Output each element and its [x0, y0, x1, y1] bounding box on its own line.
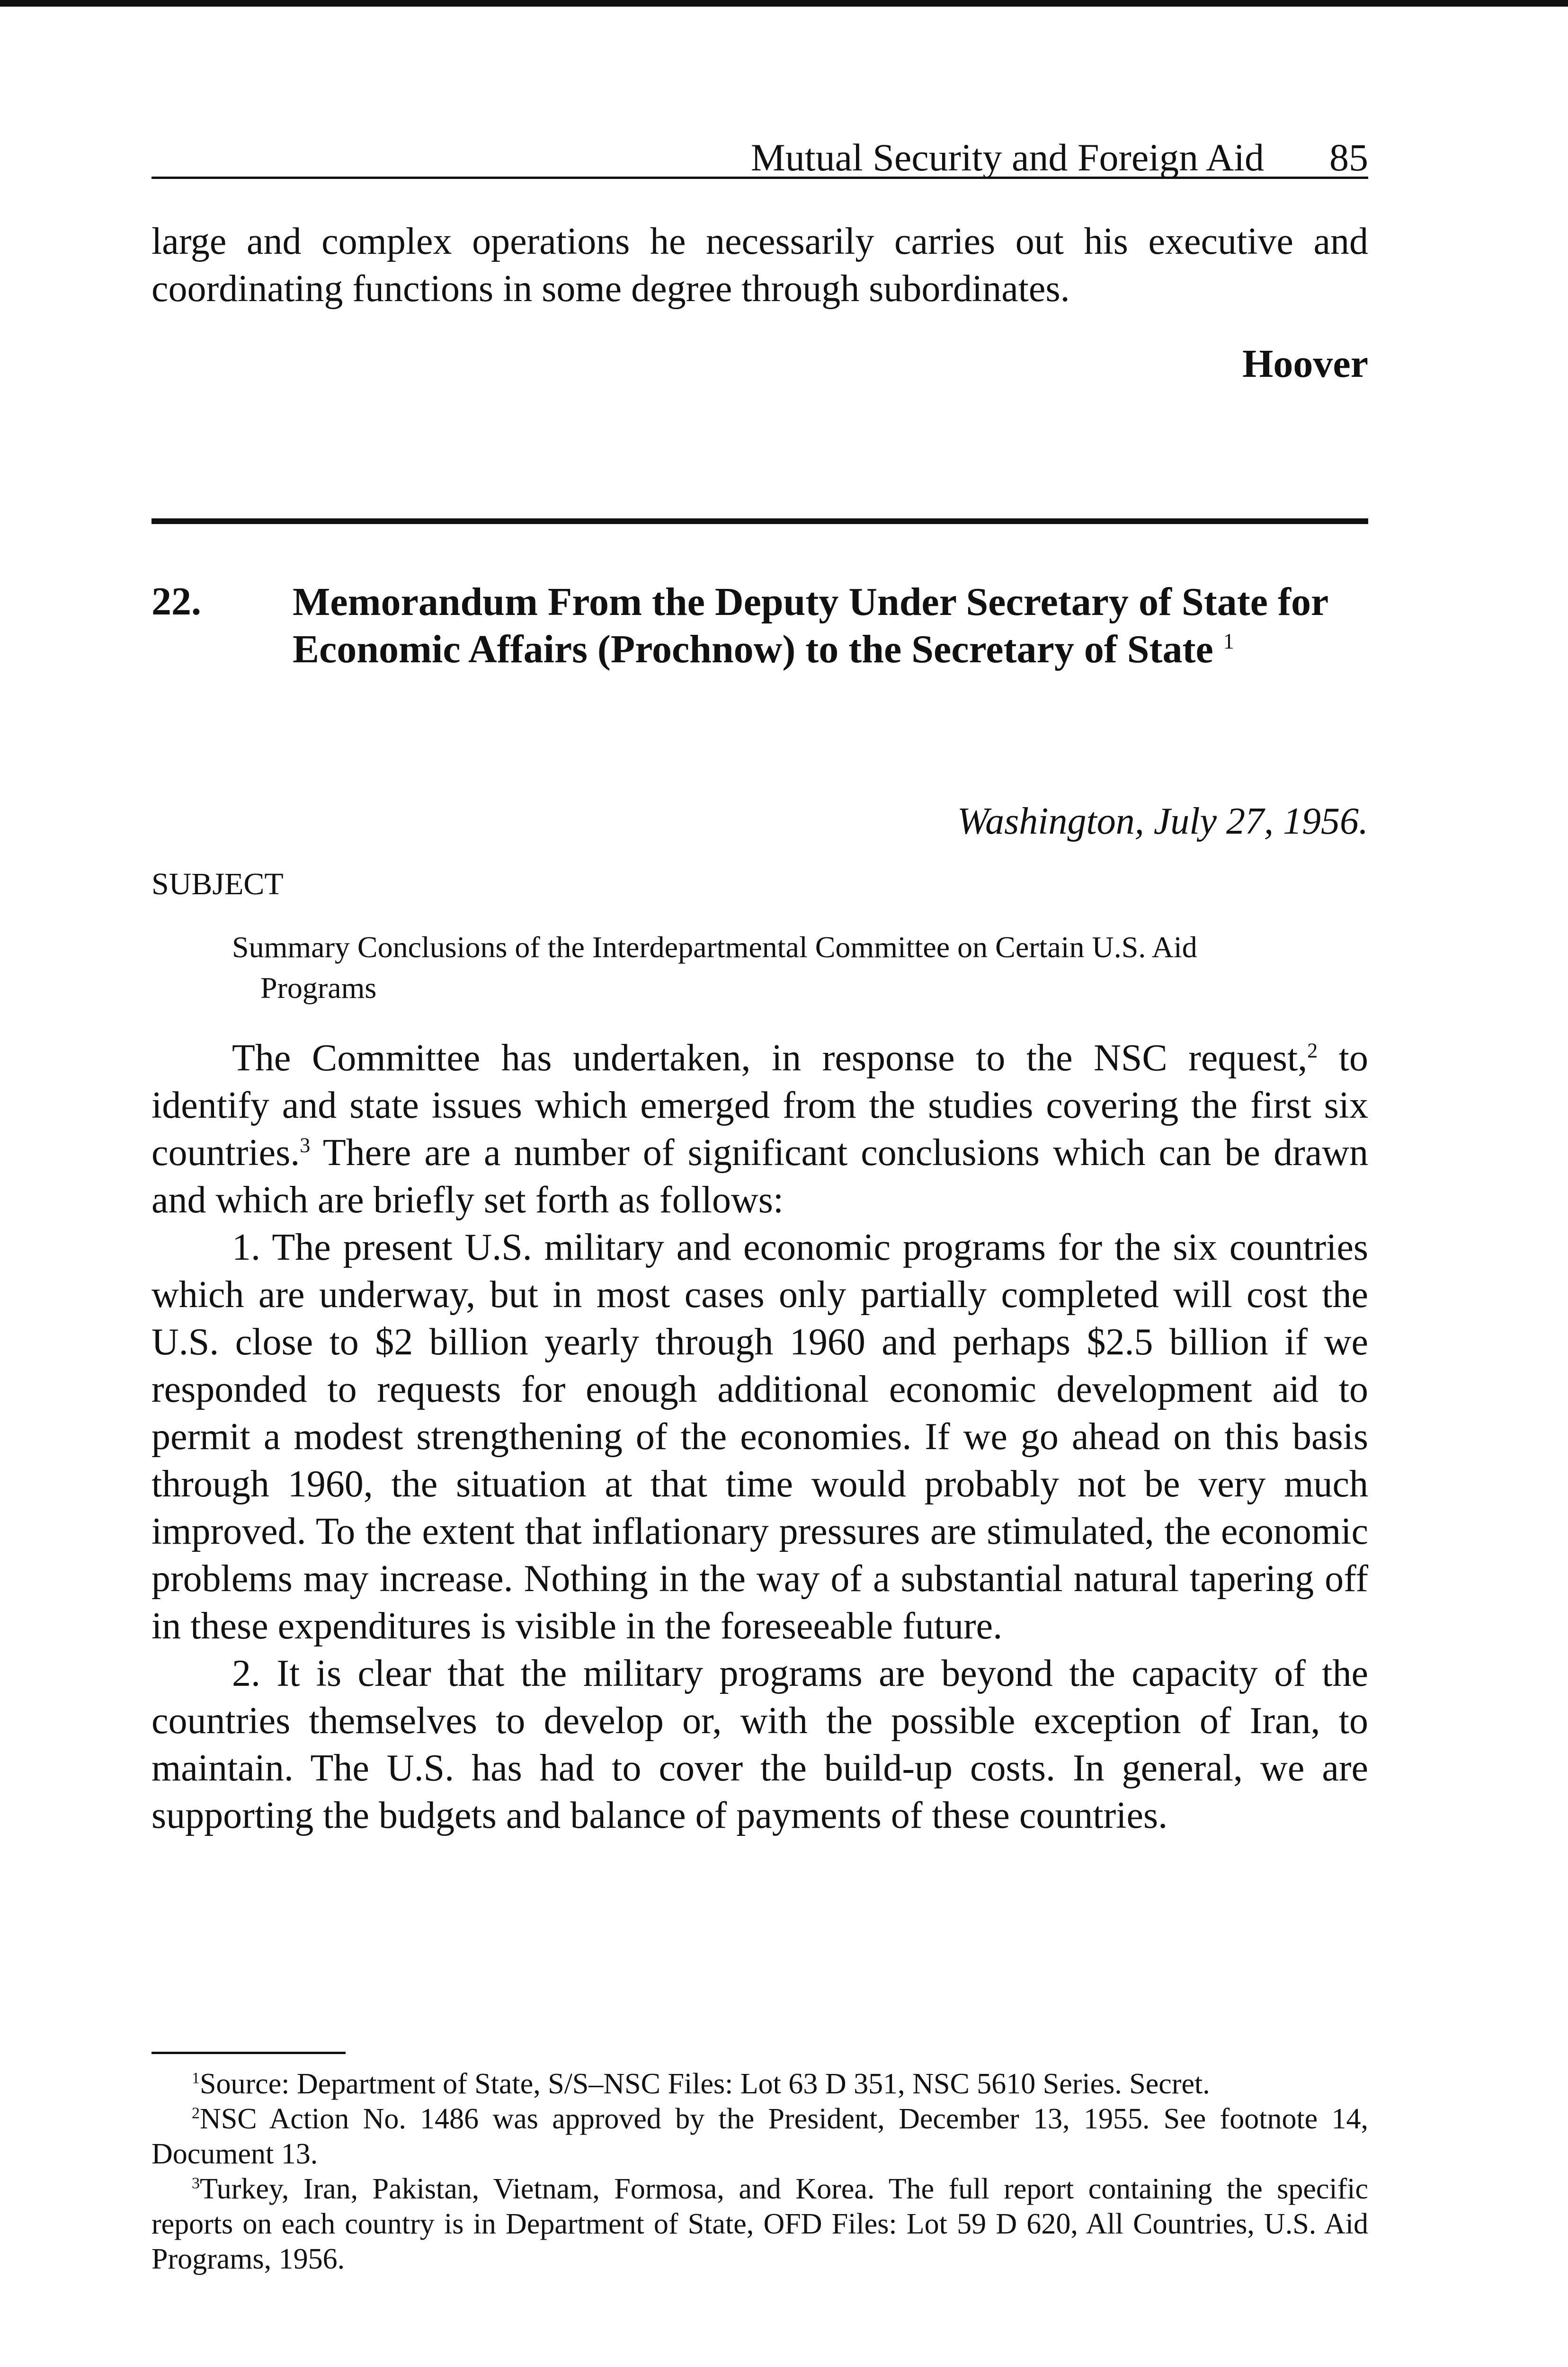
footnote-mark: 3: [192, 2174, 200, 2192]
subject-text: Summary Conclusions of the Interdepartmental Committee on Certain U.S. Aid Programs: [232, 930, 1197, 1005]
running-header: [151, 127, 1368, 179]
footnote-2: [151, 2101, 1368, 2171]
footnote-text: NSC Action No. 1486 was approved by the President, December 13, 1955. See footnote 14, Document 13.: [151, 2103, 1368, 2170]
previous-document-closing: large and complex operations he necessarily carries out his executive and coordinating functions in some degree through subordinates.: [151, 221, 1368, 310]
footnote-rule: [151, 2052, 346, 2054]
footnote-mark: 1: [192, 2069, 200, 2087]
memorandum-body: [151, 1034, 1368, 1839]
intro-text-c: There are a number of significant conclusions which can be drawn and which are briefly set forth as follows:: [151, 1132, 1368, 1221]
footnote-ref-3[interactable]: 3: [300, 1133, 311, 1157]
intro-text-b: to identify and state issues which emerged from the studies covering the first six countries.: [151, 1037, 1368, 1174]
footnotes: [151, 2066, 1368, 2277]
header-rule: [151, 177, 1368, 179]
paragraph-2: 2. It is clear that the military programs are beyond the capacity of the countries themselves to develop or, with the possible exception of Iran, to maintain. The U.S. has had to cover the build-up costs. In general, we are supporting the budgets and balance of payments of these countries.: [151, 1653, 1368, 1836]
footnote-3: [151, 2171, 1368, 2277]
footnote-mark: 2: [192, 2104, 200, 2122]
dateline: Washington, July 27, 1956.: [957, 801, 1368, 842]
subject-label: SUBJECT: [151, 867, 284, 901]
document-title: [293, 578, 1368, 673]
intro-text-a: The Committee has undertaken, in response to the NSC request,: [232, 1037, 1308, 1079]
title-footnote-ref[interactable]: 1: [1223, 629, 1234, 653]
footnote-1: [151, 2066, 1368, 2101]
document-title-text: Memorandum From the Deputy Under Secretary of State for Economic Affairs (Prochnow) to the Secretary of State: [293, 580, 1328, 671]
document-separator: [151, 518, 1368, 524]
footnote-text: Source: Department of State, S/S–NSC Files: Lot 63 D 351, NSC 5610 Series. Secret.: [200, 2068, 1210, 2100]
page-top-border: [0, 0, 1568, 7]
running-title: Mutual Security and Foreign Aid: [750, 136, 1264, 179]
signature: Hoover: [1242, 342, 1368, 386]
paragraph-1: 1. The present U.S. military and economic programs for the six countries which are underway, but in most cases only partially completed will cost the U.S. close to $2 billion yearly through 1960 and perhaps $2.5 billion if we responded to requests for enough additional economic development aid to permit a modest strengthening of the economies. If we go ahead on this basis through 1960, the situation at that time would probably not be very much improved. To the extent that inflationary pressures are stimulated, the economic problems may increase. Nothing in the way of a substantial natural tapering off in these expenditures is visible in the foreseeable future.: [151, 1227, 1368, 1647]
document-number: 22.: [151, 579, 201, 623]
footnote-text: Turkey, Iran, Pakistan, Vietnam, Formosa, and Korea. The full report containing the specific reports on each country is in Department of State, OFD Files: Lot 59 D 620, All Countries, U.S. Aid Programs, 1956.: [151, 2173, 1368, 2275]
footnote-ref-2[interactable]: 2: [1307, 1039, 1318, 1062]
page-number: 85: [1329, 136, 1368, 179]
intro-paragraph: [151, 1034, 1368, 1224]
